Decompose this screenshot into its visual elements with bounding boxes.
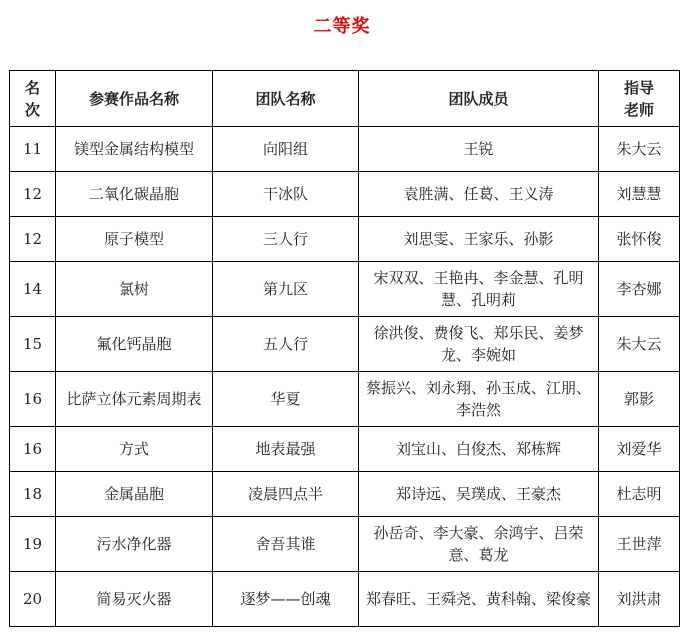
teacher-cell: 郭影 bbox=[599, 372, 680, 427]
team-cell: 凌晨四点半 bbox=[213, 472, 359, 517]
work-cell: 氟化钙晶胞 bbox=[56, 317, 213, 372]
rank-cell: 12 bbox=[10, 172, 56, 217]
header-teacher-label: 指导老师 bbox=[623, 78, 654, 119]
rank-cell: 15 bbox=[10, 317, 56, 372]
teacher-cell: 刘慧慧 bbox=[599, 172, 680, 217]
header-rank bbox=[10, 71, 56, 127]
work-cell: 原子模型 bbox=[56, 217, 213, 262]
members-cell: 刘思雯、王家乐、孙影 bbox=[359, 217, 599, 262]
rank-cell: 20 bbox=[10, 572, 56, 627]
rank-cell: 16 bbox=[10, 372, 56, 427]
header-members: 团队成员 bbox=[359, 71, 599, 127]
table-row bbox=[10, 572, 680, 627]
header-work: 参赛作品名称 bbox=[56, 71, 213, 127]
teacher-cell: 朱大云 bbox=[599, 317, 680, 372]
header-team: 团队名称 bbox=[213, 71, 359, 127]
teacher-cell: 刘洪肃 bbox=[599, 572, 680, 627]
work-cell: 方式 bbox=[56, 427, 213, 472]
members-cell: 郑诗远、吴璞成、王豪杰 bbox=[359, 472, 599, 517]
header-teacher bbox=[599, 71, 680, 127]
page-title: 二等奖 bbox=[313, 16, 371, 37]
table-row bbox=[10, 127, 680, 172]
work-cell: 比萨立体元素周期表 bbox=[56, 372, 213, 427]
members-cell: 刘宝山、白俊杰、郑栋辉 bbox=[359, 427, 599, 472]
table-header-row bbox=[10, 71, 680, 127]
rank-cell: 14 bbox=[10, 262, 56, 317]
table-row bbox=[10, 172, 680, 217]
members-cell: 宋双双、王艳冉、李金慧、孔明慧、孔明莉 bbox=[359, 262, 599, 317]
table-row bbox=[10, 517, 680, 572]
rank-cell: 11 bbox=[10, 127, 56, 172]
team-cell: 向阳组 bbox=[213, 127, 359, 172]
members-cell: 袁胜满、任葛、王义涛 bbox=[359, 172, 599, 217]
members-cell: 徐洪俊、费俊飞、郑乐民、姜梦龙、李婉如 bbox=[359, 317, 599, 372]
team-cell: 第九区 bbox=[213, 262, 359, 317]
members-cell: 蔡振兴、刘永翔、孙玉成、江朋、李浩然 bbox=[359, 372, 599, 427]
teacher-cell: 杜志明 bbox=[599, 472, 680, 517]
team-cell: 华夏 bbox=[213, 372, 359, 427]
header-rank-label: 名次 bbox=[24, 78, 40, 119]
team-cell: 干冰队 bbox=[213, 172, 359, 217]
work-cell: 氯树 bbox=[56, 262, 213, 317]
work-cell: 镁型金属结构模型 bbox=[56, 127, 213, 172]
work-cell: 二氧化碳晶胞 bbox=[56, 172, 213, 217]
table-row bbox=[10, 217, 680, 262]
table-row bbox=[10, 427, 680, 472]
teacher-cell: 李杏娜 bbox=[599, 262, 680, 317]
teacher-cell: 朱大云 bbox=[599, 127, 680, 172]
table-row bbox=[10, 317, 680, 372]
work-cell: 污水净化器 bbox=[56, 517, 213, 572]
table-row bbox=[10, 472, 680, 517]
awards-table bbox=[9, 70, 680, 627]
rank-cell: 12 bbox=[10, 217, 56, 262]
team-cell: 地表最强 bbox=[213, 427, 359, 472]
rank-cell: 19 bbox=[10, 517, 56, 572]
work-cell: 简易灭火器 bbox=[56, 572, 213, 627]
team-cell: 五人行 bbox=[213, 317, 359, 372]
team-cell: 三人行 bbox=[213, 217, 359, 262]
table-row bbox=[10, 372, 680, 427]
rank-cell: 18 bbox=[10, 472, 56, 517]
teacher-cell: 张怀俊 bbox=[599, 217, 680, 262]
members-cell: 王锐 bbox=[359, 127, 599, 172]
rank-cell: 16 bbox=[10, 427, 56, 472]
teacher-cell: 王世萍 bbox=[599, 517, 680, 572]
work-cell: 金属晶胞 bbox=[56, 472, 213, 517]
table-row bbox=[10, 262, 680, 317]
team-cell: 舍吾其谁 bbox=[213, 517, 359, 572]
members-cell: 孙岳奇、李大豪、余鸿宇、吕荣意、葛龙 bbox=[359, 517, 599, 572]
teacher-cell: 刘爱华 bbox=[599, 427, 680, 472]
members-cell: 郑春旺、王舜尧、黄科翰、梁俊豪 bbox=[359, 572, 599, 627]
team-cell: 逐梦——创魂 bbox=[213, 572, 359, 627]
